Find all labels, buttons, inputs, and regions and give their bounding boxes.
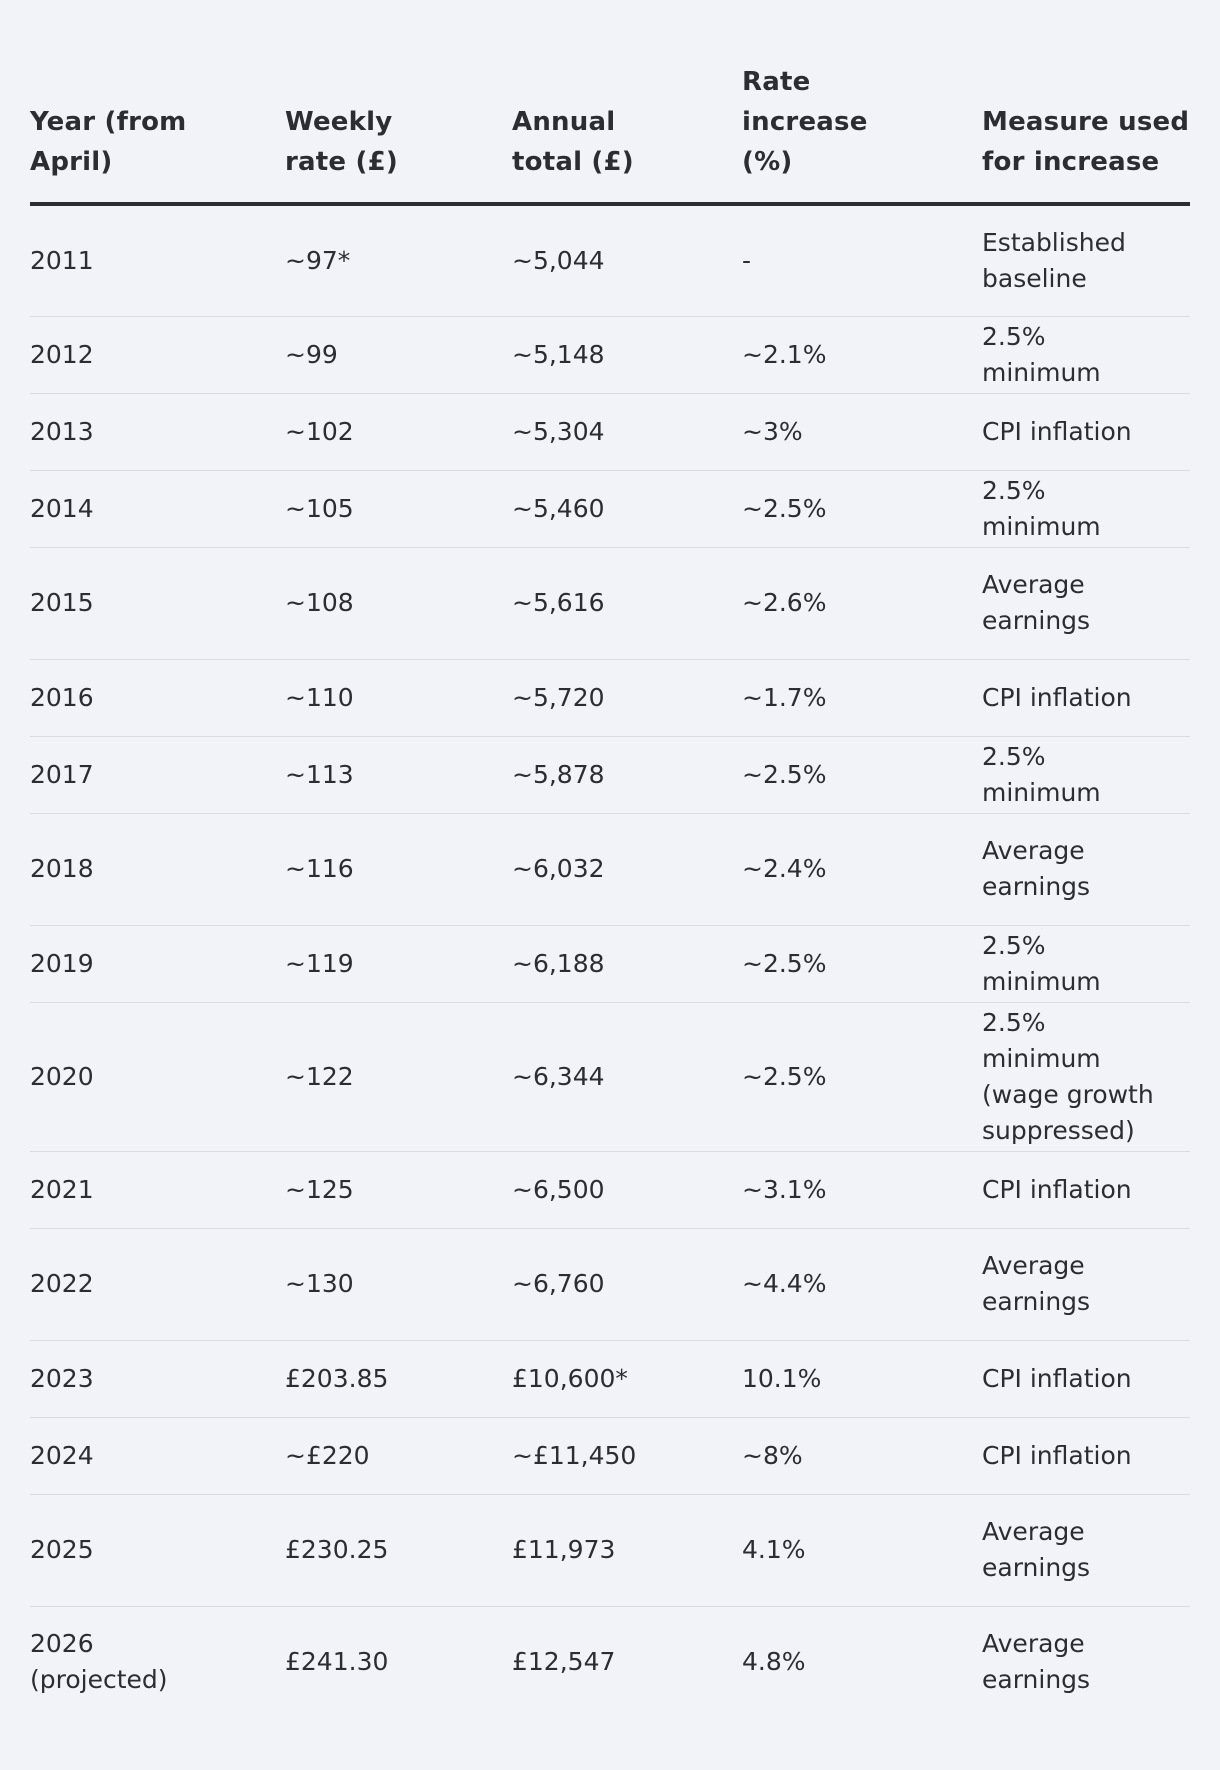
cell-annual-total bbox=[512, 659, 742, 736]
cell-measure bbox=[982, 659, 1190, 736]
table-row bbox=[30, 204, 1190, 316]
cell-annual-total bbox=[512, 470, 742, 547]
cell-measure-text: Average earnings bbox=[982, 1517, 1091, 1582]
cell-weekly-rate bbox=[285, 1606, 512, 1718]
cell-rate-increase bbox=[742, 1417, 982, 1494]
cell-weekly-rate-text: ~116 bbox=[285, 854, 354, 883]
cell-annual-total bbox=[512, 1494, 742, 1606]
header-year: Year (from April) bbox=[30, 0, 285, 204]
cell-measure bbox=[982, 736, 1190, 813]
cell-annual-total bbox=[512, 1606, 742, 1718]
cell-weekly-rate-text: ~125 bbox=[285, 1174, 354, 1204]
cell-year bbox=[30, 1494, 285, 1606]
cell-rate-increase-text: 4.8% bbox=[742, 1647, 806, 1677]
cell-measure-text: Average earnings bbox=[982, 1251, 1091, 1316]
table-row bbox=[30, 659, 1190, 736]
cell-annual-total-text: £10,600* bbox=[512, 1363, 628, 1393]
cell-weekly-rate-text: £203.85 bbox=[285, 1363, 389, 1393]
cell-weekly-rate bbox=[285, 393, 512, 470]
cell-rate-increase bbox=[742, 659, 982, 736]
cell-annual-total bbox=[512, 204, 742, 316]
cell-measure bbox=[982, 470, 1190, 547]
cell-year bbox=[30, 547, 285, 659]
table-row bbox=[30, 316, 1190, 393]
cell-year bbox=[30, 1228, 285, 1340]
cell-weekly-rate-text: ~99 bbox=[285, 339, 338, 369]
cell-weekly-rate bbox=[285, 1151, 512, 1228]
cell-year bbox=[30, 393, 285, 470]
cell-rate-increase bbox=[742, 316, 982, 393]
cell-annual-total bbox=[512, 1151, 742, 1228]
cell-year bbox=[30, 204, 285, 316]
cell-year-text: 2026 (projected) bbox=[30, 1629, 168, 1695]
cell-rate-increase-text: 4.1% bbox=[742, 1535, 806, 1564]
cell-measure bbox=[982, 1494, 1190, 1606]
cell-measure-text: Average earnings bbox=[982, 1629, 1091, 1695]
cell-measure-text: 2.5% minimum bbox=[982, 321, 1101, 387]
cell-rate-increase bbox=[742, 1151, 982, 1228]
table-row bbox=[30, 1002, 1190, 1151]
cell-annual-total bbox=[512, 813, 742, 925]
cell-year bbox=[30, 813, 285, 925]
table-row bbox=[30, 1340, 1190, 1417]
cell-rate-increase bbox=[742, 1228, 982, 1340]
header-annual-total: Annual total (£) bbox=[512, 0, 742, 204]
cell-weekly-rate bbox=[285, 1494, 512, 1606]
cell-annual-total bbox=[512, 393, 742, 470]
cell-annual-total bbox=[512, 1340, 742, 1417]
cell-measure bbox=[982, 1002, 1190, 1151]
cell-measure-text: CPI inflation bbox=[982, 682, 1132, 712]
cell-measure bbox=[982, 316, 1190, 393]
cell-weekly-rate-text: ~108 bbox=[285, 588, 354, 617]
cell-year bbox=[30, 1151, 285, 1228]
table-row bbox=[30, 925, 1190, 1002]
cell-rate-increase bbox=[742, 1340, 982, 1417]
cell-weekly-rate-text: ~113 bbox=[285, 759, 354, 789]
cell-annual-total-text: ~6,032 bbox=[512, 854, 605, 883]
cell-weekly-rate bbox=[285, 470, 512, 547]
cell-weekly-rate bbox=[285, 1228, 512, 1340]
cell-annual-total-text: ~5,616 bbox=[512, 588, 605, 617]
cell-rate-increase bbox=[742, 1606, 982, 1718]
cell-annual-total bbox=[512, 316, 742, 393]
header-measure: Measure used for increase bbox=[982, 0, 1190, 204]
cell-measure-text: CPI inflation bbox=[982, 1363, 1132, 1393]
table-row bbox=[30, 813, 1190, 925]
cell-measure-text: Established baseline bbox=[982, 227, 1126, 293]
cell-year-text: 2019 bbox=[30, 948, 94, 978]
cell-weekly-rate bbox=[285, 1002, 512, 1151]
cell-measure bbox=[982, 1606, 1190, 1718]
cell-annual-total bbox=[512, 1228, 742, 1340]
cell-rate-increase bbox=[742, 547, 982, 659]
cell-measure-text: 2.5% minimum (wage growth suppressed) bbox=[982, 1007, 1154, 1145]
table-row bbox=[30, 1151, 1190, 1228]
cell-weekly-rate-text: ~119 bbox=[285, 948, 354, 978]
cell-year-text: 2016 bbox=[30, 682, 94, 712]
cell-weekly-rate bbox=[285, 925, 512, 1002]
cell-year-text: 2013 bbox=[30, 416, 94, 446]
cell-weekly-rate-text: £230.25 bbox=[285, 1535, 389, 1564]
cell-rate-increase-text: ~2.5% bbox=[742, 1061, 827, 1091]
cell-measure-text: Average earnings bbox=[982, 836, 1091, 901]
pension-rates-table bbox=[30, 0, 1190, 1718]
cell-year-text: 2024 bbox=[30, 1440, 94, 1470]
cell-year bbox=[30, 316, 285, 393]
table-row bbox=[30, 1606, 1190, 1718]
cell-year bbox=[30, 1606, 285, 1718]
header-weekly-rate: Weekly rate (£) bbox=[285, 0, 512, 204]
cell-annual-total-text: £12,547 bbox=[512, 1647, 616, 1677]
cell-measure bbox=[982, 393, 1190, 470]
cell-rate-increase bbox=[742, 736, 982, 813]
cell-weekly-rate-text: ~105 bbox=[285, 493, 354, 523]
table-row bbox=[30, 1417, 1190, 1494]
cell-rate-increase-text: ~3% bbox=[742, 416, 803, 446]
cell-measure bbox=[982, 925, 1190, 1002]
cell-weekly-rate bbox=[285, 736, 512, 813]
cell-annual-total bbox=[512, 1002, 742, 1151]
cell-rate-increase-text: ~1.7% bbox=[742, 682, 827, 712]
cell-rate-increase-text: ~2.6% bbox=[742, 588, 827, 617]
cell-rate-increase bbox=[742, 470, 982, 547]
cell-weekly-rate bbox=[285, 547, 512, 659]
cell-measure-text: Average earnings bbox=[982, 570, 1091, 635]
cell-measure-text: CPI inflation bbox=[982, 416, 1132, 446]
cell-measure bbox=[982, 1228, 1190, 1340]
cell-rate-increase-text: ~3.1% bbox=[742, 1174, 827, 1204]
cell-year bbox=[30, 470, 285, 547]
cell-rate-increase-text: ~2.5% bbox=[742, 948, 827, 978]
cell-annual-total-text: ~5,720 bbox=[512, 682, 605, 712]
cell-year-text: 2011 bbox=[30, 245, 94, 275]
cell-annual-total bbox=[512, 925, 742, 1002]
table-header-row bbox=[30, 0, 1190, 204]
cell-rate-increase-text: ~2.1% bbox=[742, 339, 827, 369]
table-row bbox=[30, 547, 1190, 659]
cell-measure-text: 2.5% minimum bbox=[982, 930, 1101, 996]
header-rate-increase: Rate increase (%) bbox=[742, 0, 982, 204]
table-row bbox=[30, 736, 1190, 813]
table-row bbox=[30, 1494, 1190, 1606]
cell-weekly-rate-text: ~97* bbox=[285, 245, 351, 275]
cell-year bbox=[30, 1340, 285, 1417]
cell-rate-increase bbox=[742, 393, 982, 470]
cell-rate-increase-text: ~2.5% bbox=[742, 493, 827, 523]
cell-annual-total-text: ~5,148 bbox=[512, 339, 605, 369]
cell-year-text: 2017 bbox=[30, 759, 94, 789]
table-row bbox=[30, 393, 1190, 470]
cell-rate-increase-text: ~4.4% bbox=[742, 1269, 827, 1298]
cell-rate-increase bbox=[742, 925, 982, 1002]
cell-annual-total bbox=[512, 547, 742, 659]
cell-year-text: 2021 bbox=[30, 1174, 94, 1204]
cell-weekly-rate bbox=[285, 204, 512, 316]
cell-annual-total-text: ~6,760 bbox=[512, 1269, 605, 1298]
cell-year bbox=[30, 1002, 285, 1151]
cell-annual-total-text: ~6,188 bbox=[512, 948, 605, 978]
pension-rates-table-container bbox=[30, 0, 1190, 1718]
cell-weekly-rate-text: £241.30 bbox=[285, 1647, 389, 1677]
cell-year-text: 2012 bbox=[30, 339, 94, 369]
cell-rate-increase bbox=[742, 1002, 982, 1151]
cell-measure-text: CPI inflation bbox=[982, 1174, 1132, 1204]
cell-annual-total bbox=[512, 736, 742, 813]
cell-rate-increase bbox=[742, 1494, 982, 1606]
table-row bbox=[30, 1228, 1190, 1340]
cell-year bbox=[30, 659, 285, 736]
cell-annual-total-text: ~6,344 bbox=[512, 1061, 605, 1091]
cell-annual-total-text: ~£11,450 bbox=[512, 1440, 637, 1470]
cell-annual-total bbox=[512, 1417, 742, 1494]
cell-weekly-rate bbox=[285, 1340, 512, 1417]
table-row bbox=[30, 470, 1190, 547]
cell-measure bbox=[982, 1151, 1190, 1228]
cell-weekly-rate bbox=[285, 1417, 512, 1494]
cell-weekly-rate bbox=[285, 813, 512, 925]
cell-weekly-rate-text: ~110 bbox=[285, 682, 354, 712]
cell-measure bbox=[982, 813, 1190, 925]
cell-measure-text: 2.5% minimum bbox=[982, 741, 1101, 807]
cell-rate-increase bbox=[742, 813, 982, 925]
cell-annual-total-text: ~5,460 bbox=[512, 493, 605, 523]
cell-year-text: 2014 bbox=[30, 493, 94, 523]
cell-weekly-rate-text: ~122 bbox=[285, 1061, 354, 1091]
cell-measure bbox=[982, 1417, 1190, 1494]
cell-year-text: 2020 bbox=[30, 1061, 94, 1091]
cell-rate-increase-text: ~2.4% bbox=[742, 854, 827, 883]
cell-annual-total-text: ~5,304 bbox=[512, 416, 605, 446]
cell-year-text: 2025 bbox=[30, 1535, 94, 1564]
cell-rate-increase-text: ~2.5% bbox=[742, 759, 827, 789]
cell-year bbox=[30, 1417, 285, 1494]
cell-measure-text: 2.5% minimum bbox=[982, 475, 1101, 541]
cell-annual-total-text: ~5,878 bbox=[512, 759, 605, 789]
cell-weekly-rate-text: ~130 bbox=[285, 1269, 354, 1298]
cell-measure-text: CPI inflation bbox=[982, 1440, 1132, 1470]
cell-rate-increase bbox=[742, 204, 982, 316]
cell-year bbox=[30, 925, 285, 1002]
cell-year-text: 2018 bbox=[30, 854, 94, 883]
cell-year bbox=[30, 736, 285, 813]
cell-annual-total-text: ~5,044 bbox=[512, 245, 605, 275]
cell-annual-total-text: ~6,500 bbox=[512, 1174, 605, 1204]
cell-measure bbox=[982, 204, 1190, 316]
cell-rate-increase-text: 10.1% bbox=[742, 1363, 822, 1393]
cell-weekly-rate-text: ~102 bbox=[285, 416, 354, 446]
cell-rate-increase-text: - bbox=[742, 245, 752, 275]
cell-measure bbox=[982, 547, 1190, 659]
cell-weekly-rate-text: ~£220 bbox=[285, 1440, 370, 1470]
cell-weekly-rate bbox=[285, 316, 512, 393]
cell-year-text: 2022 bbox=[30, 1269, 94, 1298]
cell-year-text: 2015 bbox=[30, 588, 94, 617]
cell-year-text: 2023 bbox=[30, 1363, 94, 1393]
cell-rate-increase-text: ~8% bbox=[742, 1440, 803, 1470]
cell-annual-total-text: £11,973 bbox=[512, 1535, 616, 1564]
cell-weekly-rate bbox=[285, 659, 512, 736]
cell-measure bbox=[982, 1340, 1190, 1417]
